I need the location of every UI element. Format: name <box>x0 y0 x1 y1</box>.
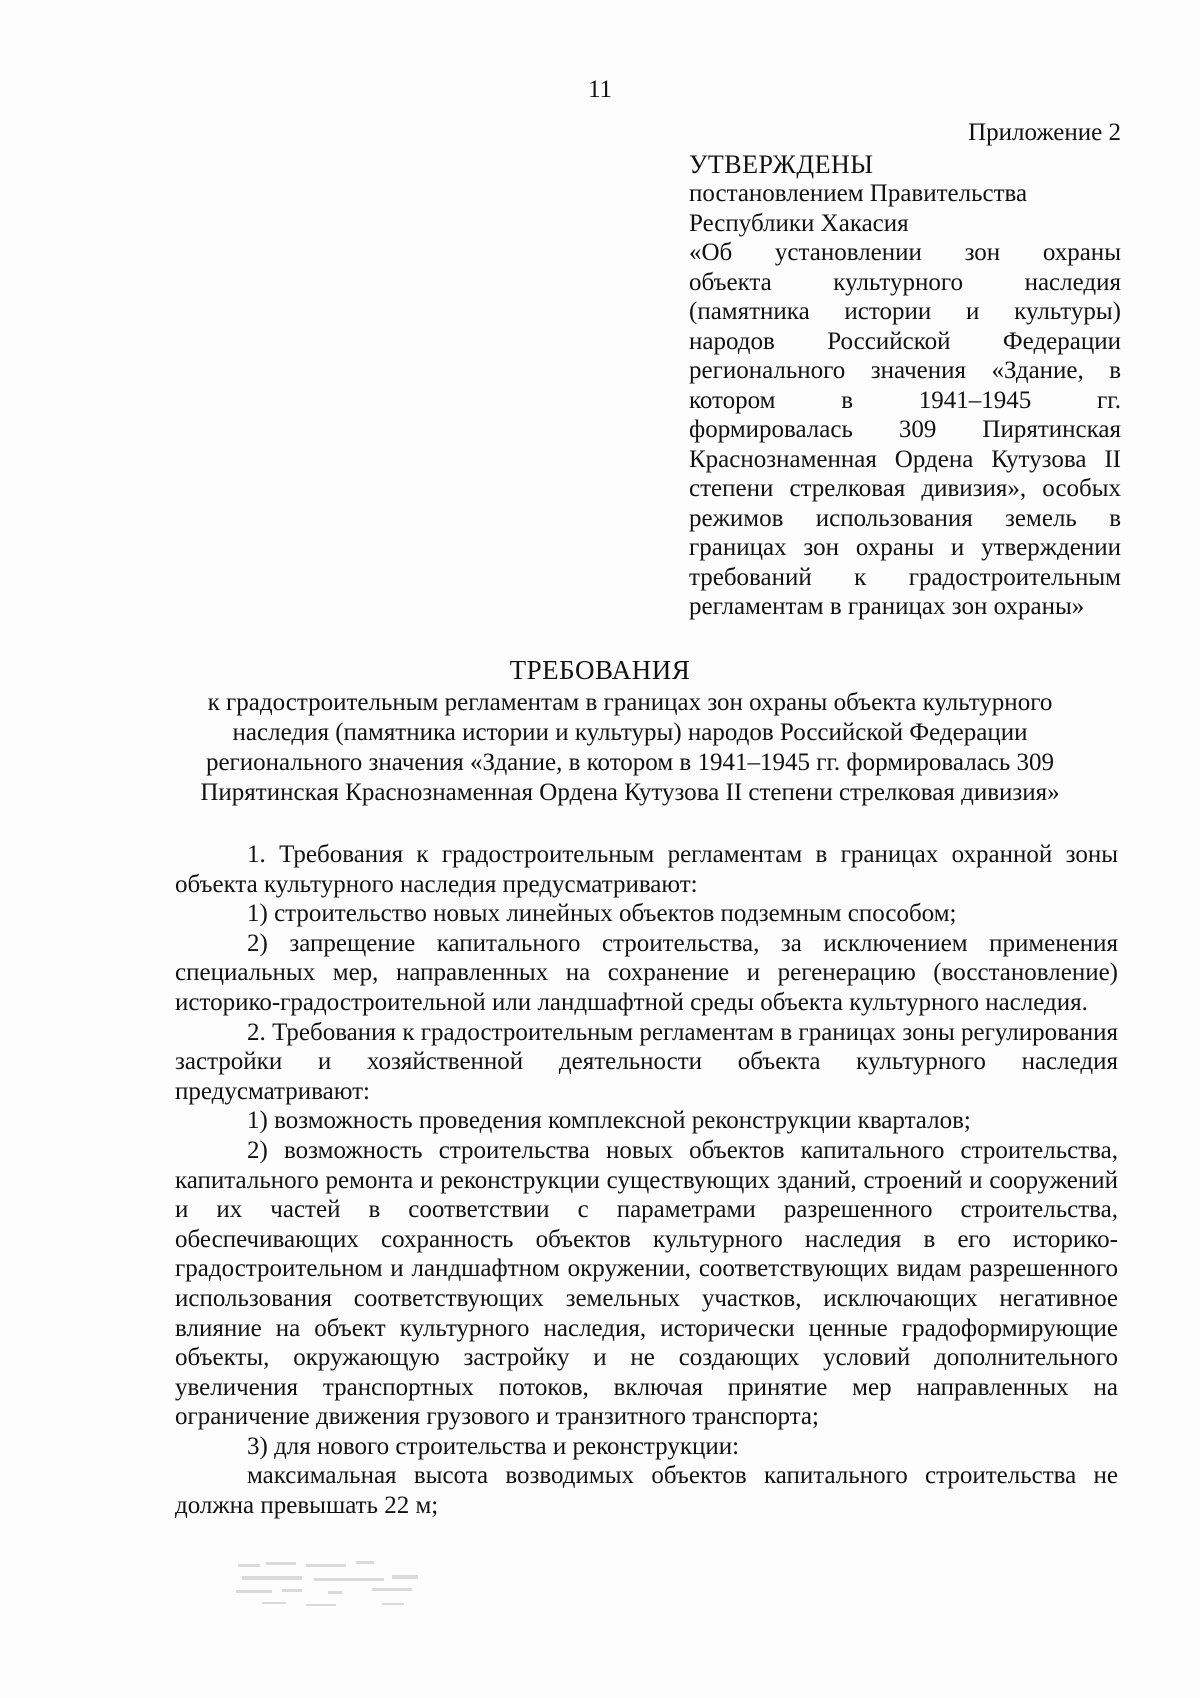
body-paragraph: 1) строительство новых линейных объектов подземным способом; <box>247 900 957 928</box>
approval-line: границах зон охраны и утверждении <box>689 534 1121 561</box>
approval-line: регламентам в границах зон охраны» <box>689 593 1085 620</box>
body-paragraph: 2. Требования к градостроительным регламентам в границах зоны регулирования застройки и хозяйственной деятельности объекта культурного наследия предусматривают: <box>175 1018 1118 1105</box>
approval-line: народов Российской Федерации <box>689 327 1121 355</box>
approval-line: котором в 1941–1945 гг. <box>689 386 1121 414</box>
body-paragraph: максимальная высота возводимых объектов капитального строительства не должна превышать 22 м; <box>175 1462 1118 1520</box>
approval-line: регионального значения «Здание, в <box>689 357 1121 384</box>
body-paragraph: 1. Требования к градостроительным регламентам в границах охранной зоны объекта культурного наследия предусматривают: <box>175 841 1118 898</box>
body-paragraph: 1) возможность проведения комплексной реконструкции кварталов; <box>247 1107 971 1135</box>
approval-line: постановлением Правительства <box>689 180 1028 207</box>
approval-block <box>689 118 1121 622</box>
approval-line: Республики Хакасия <box>689 209 909 237</box>
subtitle-line: регионального значения «Здание, в котором в 1941–1945 гг. формировалась 309 <box>205 749 1055 776</box>
approved-heading: УТВЕРЖДЕНЫ <box>689 149 874 179</box>
approval-line: Краснознаменная Ордена Кутузова II <box>689 445 1121 473</box>
approval-line: требований к градостроительным <box>689 563 1121 591</box>
body-paragraph: 2) запрещение капитального строительства, за исключением применения специальных мер, направленных на сохранение и регенерацию (восстановление) историко-градостроительной или ландшафтной среды объекта культурного наследия. <box>175 929 1118 1016</box>
appendix-label: Приложение 2 <box>968 119 1121 146</box>
subtitle-line: к градостроительным регламентам в границах зон охраны объекта культурного <box>207 689 1053 716</box>
approval-line: (памятника истории и культуры) <box>689 298 1121 325</box>
approval-line: степени стрелковая дивизия», особых <box>689 475 1121 502</box>
subtitle-line: Пирятинская Краснознаменная Ордена Кутузова II степени стрелковая дивизия» <box>200 779 1060 806</box>
body-paragraph: 2) возможность строительства новых объектов капитального строительства, капитального ремонта и реконструкции существующих зданий, строений и сооружений и их частей в соответствии с параметрами разрешенного строительства, обеспечивающих сохранность объектов культурного наследия в его историко-градостроительном и ландшафтном окружении, соответствующих видам разрешенного использования соответствующих земельных участков, исключающих негативное влияние на объект культурного наследия, исторически ценные градоформирующие объекты, окружающую застройку и не создающих условий дополнительного увеличения транспортных потоков, включая принятие мер направленных на ограничение движения грузового и транзитного транспорта; <box>175 1136 1118 1431</box>
approval-line: режимов использования земель в <box>689 504 1121 532</box>
approval-line: формировалась 309 Пирятинская <box>689 416 1121 443</box>
body-paragraph: 3) для нового строительства и реконструкции: <box>247 1432 740 1460</box>
approval-line: «Об установлении зон охраны <box>689 239 1121 266</box>
document-title: ТРЕБОВАНИЯ <box>509 655 691 685</box>
document-subtitle <box>160 688 1100 808</box>
page-number: 11 <box>587 76 613 103</box>
faded-stamp-mark <box>232 1558 432 1614</box>
subtitle-line: наследия (памятника истории и культуры) народов Российской Федерации <box>232 719 1028 746</box>
document-body <box>175 840 1118 1521</box>
approval-line: объекта культурного наследия <box>689 268 1121 296</box>
